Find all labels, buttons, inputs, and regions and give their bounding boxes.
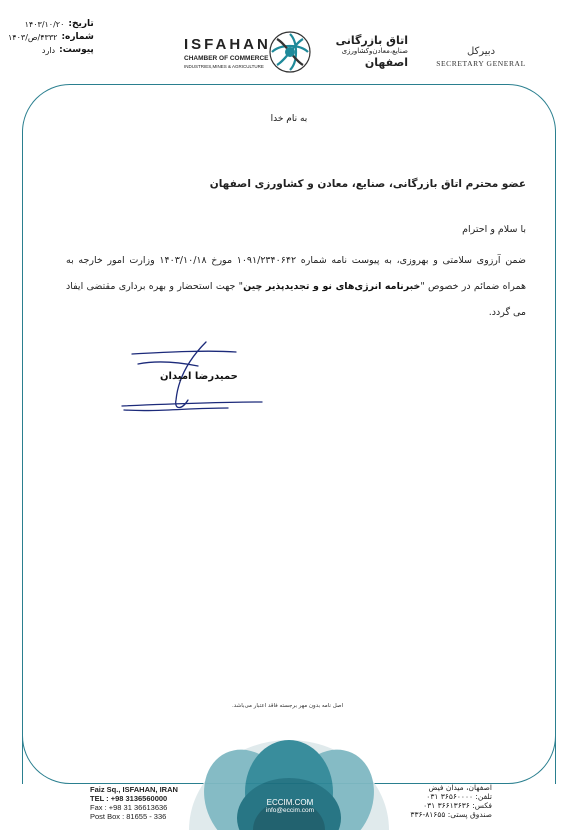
greeting: با سلام و احترام xyxy=(462,224,526,235)
validity-note: اصل نامه بدون مهر برجسته فاقد اعتبار می‌باشد. xyxy=(232,703,344,709)
tel-fa: تلفن: ۳۶۵۶۰۰۰۰ ۰۳۱ xyxy=(426,792,492,801)
chamber-logo xyxy=(184,28,424,74)
number-value: ۴۳۳۲/ص/۱۴۰۳ xyxy=(8,33,58,42)
pobox-en: Post Box : 81655 - 336 xyxy=(90,812,167,821)
logo-line1-en: CHAMBER OF COMMERCE xyxy=(184,55,269,62)
office-title-fa: دبیرکل xyxy=(466,46,496,57)
attachment-value: دارد xyxy=(41,46,56,55)
chamber-emblem-icon xyxy=(268,30,312,74)
salutation: عضو محترم اتاق بازرگانی، صنایع، معادن و کشاورزی اصفهان xyxy=(209,178,526,190)
signer-name: حمیدرضا امیدان xyxy=(160,371,238,382)
logo-fa-line3: اصفهان xyxy=(364,56,408,69)
logo-fa xyxy=(318,34,408,69)
office-title xyxy=(436,46,526,68)
logo-fa-line1: اتاق بازرگانی xyxy=(335,34,408,47)
logo-fa-line2: صنایع،معادن‌وکشاورزی xyxy=(341,47,408,55)
number-label: شماره: xyxy=(61,32,94,42)
attachment-label: پیوست: xyxy=(59,45,94,55)
tel-en: TEL : +98 3136560000 xyxy=(90,794,168,803)
office-title-en: SECRETARY GENERAL xyxy=(436,59,526,68)
website-url[interactable]: ECCIM.COM xyxy=(266,798,314,807)
basmala: به نام خدا xyxy=(270,114,308,124)
attachment-row xyxy=(8,44,94,57)
letter-body xyxy=(66,248,526,326)
email-address[interactable]: info@eccim.com xyxy=(265,807,315,814)
date-row xyxy=(8,18,94,31)
address-fa: اصفهان، میدان فیض xyxy=(428,783,492,792)
pobox-fa: صندوق پستی: ۸۱۶۵۵-۳۳۶ xyxy=(410,810,492,819)
number-row xyxy=(8,31,94,44)
website xyxy=(255,798,325,814)
fax-en: Fax : +98 31 36613636 xyxy=(90,803,168,812)
footer-contact-en xyxy=(90,785,178,821)
letter-body-end: " جهت استحضار و بهره برداری مقتضی ایفاد می گردد. xyxy=(66,281,526,318)
logo-subtitle-en xyxy=(184,55,269,71)
logo-title-en: ISFAHAN xyxy=(184,36,271,53)
logo-line2-en: INDUSTRIES,MINES & AGRICULTURE xyxy=(184,64,264,69)
date-label: تاریخ: xyxy=(68,19,94,29)
letter-body-start: ضمن آرزوی سلامتی و بهروزی، به پیوست نامه شماره ۱۰۹۱/۲۳۴۰۶۴۲ مورخ ۱۴۰۳/۱۰/۱۸ وزارت امور خارجه به همراه ضمائم در خصوص " xyxy=(66,255,526,292)
letter-meta xyxy=(8,18,94,57)
letter-body-subject: خبرنامه انرژی‌های نو و تجدیدپذیر چین xyxy=(243,281,421,292)
date-value: ۱۴۰۳/۱۰/۲۰ xyxy=(24,20,65,29)
fax-fa: فکس: ۳۶۶۱۳۶۳۶ ۰۳۱ xyxy=(423,801,492,810)
address-en: Faiz Sq., ISFAHAN, IRAN xyxy=(90,785,178,794)
footer-contact-fa xyxy=(402,783,492,819)
